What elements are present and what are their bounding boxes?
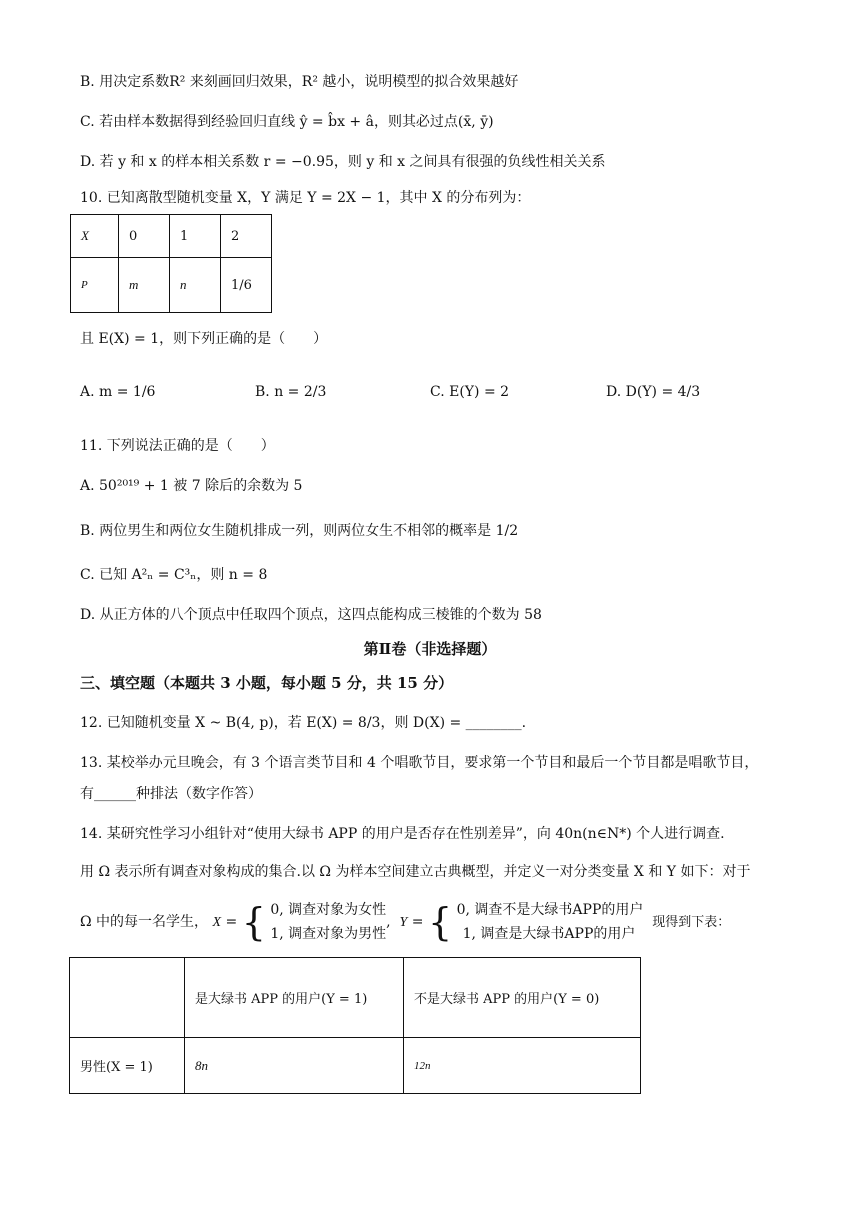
- q10-choice-d: D. D(Y) = 4/3: [606, 384, 701, 400]
- section3-title: 三、填空题（本题共 3 小题，每小题 5 分，共 15 分）: [80, 674, 454, 692]
- q11-option-b: B. 两位男生和两位女生随机排成一列，则两位女生不相邻的概率是 1/2: [80, 523, 519, 539]
- q13-line1: 13. 某校举办元旦晚会，有 3 个语言类节目和 4 个唱歌节目，要求第一个节目和最后一个节目都是唱歌节目，: [80, 755, 759, 771]
- q14-contingency-table: [69, 957, 641, 1094]
- q11-option-a: A. 50²⁰¹⁹ + 1 被 7 除后的余数为 5: [80, 478, 303, 494]
- table-row: [70, 1038, 641, 1094]
- q10-stem: 10. 已知离散型随机变量 X，Y 满足 Y = 2X − 1，其中 X 的分布列为：: [80, 190, 531, 206]
- table-cell: 0: [119, 215, 170, 258]
- x-case-1: 1, 调查对象为男性: [270, 926, 387, 942]
- q14-line3-prefix: Ω 中的每一名学生，: [80, 914, 209, 930]
- q11-option-d: D. 从正方体的八个顶点中任取四个顶点，这四点能构成三棱锥的个数为 58: [80, 607, 542, 623]
- table-cell: 是大绿书 APP 的用户(Y = 1): [185, 958, 404, 1038]
- q9-option-d-text: D. 若 y 和 x 的样本相关系数 r = −0.95，则 y 和 x 之间具有很强的负线性相关关系: [80, 154, 606, 170]
- q9-option-b: [80, 72, 518, 92]
- table-cell: n: [170, 258, 221, 313]
- q12-text: 12. 已知随机变量 X ~ B(4, p)，若 E(X) = 8/3，则 D(X) = ________.: [80, 715, 527, 731]
- brace-symbol: {: [427, 900, 453, 944]
- table-cell: 1: [170, 215, 221, 258]
- q9-option-d: [80, 152, 606, 172]
- q14-line3-suffix: 现得到下表：: [652, 915, 731, 930]
- q11-stem: 11. 下列说法正确的是（ ）: [80, 438, 275, 454]
- q10-choice-b: B. n = 2/3: [255, 384, 327, 400]
- q9-option-b-text: B. 用决定系数R² 来刻画回归效果，R² 越小，说明模型的拟合效果越好: [80, 74, 519, 90]
- q10-distribution-table: [70, 214, 272, 313]
- q14-line1: 14. 某研究性学习小组针对“使用大绿书 APP 的用户是否存在性别差异”，向 40n(n∈N*) 个人进行调查.: [80, 826, 725, 842]
- y-case-1: 1, 调查是大绿书APP的用户: [462, 926, 636, 942]
- table-cell: 2: [221, 215, 272, 258]
- table-row: [71, 215, 272, 258]
- q13-line2: 有______种排法（数字作答）: [80, 786, 262, 802]
- x-cases: [270, 898, 386, 946]
- table-cell: X: [71, 215, 119, 258]
- q11-option-c: C. 已知 A²ₙ = C³ₙ，则 n = 8: [80, 567, 268, 583]
- table-row: [71, 258, 272, 313]
- table-cell: 不是大绿书 APP 的用户(Y = 0): [404, 958, 641, 1038]
- q10-choice-c: C. E(Y) = 2: [430, 384, 510, 400]
- table-row: [70, 958, 641, 1038]
- table-cell: [70, 958, 185, 1038]
- y-case-0: 0, 调查不是大绿书APP的用户: [456, 902, 644, 918]
- table-cell: 男性(X = 1): [70, 1038, 185, 1094]
- table-cell: 1/6: [221, 258, 272, 313]
- y-cases: [457, 898, 644, 946]
- variable-y: Y: [399, 915, 408, 930]
- q14-line2: 用 Ω 表示所有调查对象构成的集合.以 Ω 为样本空间建立古典概型，并定义一对分类变量 X 和 Y 如下：对于: [80, 864, 751, 880]
- table-cell: P: [71, 258, 119, 313]
- x-case-0: 0, 调查对象为女性: [270, 902, 387, 918]
- table-cell: 12n: [404, 1038, 641, 1094]
- variable-x: X: [212, 915, 222, 930]
- part2-title: 第Ⅱ卷（非选择题）: [363, 640, 497, 658]
- brace-symbol: {: [241, 900, 266, 944]
- q14-line3: Ω 中的每一名学生， X = { 0, 调查对象为女性 1, 调查对象为男性 , Y = { 0, 调查不是大绿书APP的用户 1, 调查是大绿书APP的用户 现得到下表：: [80, 900, 731, 944]
- q9-option-c-text: C. 若由样本数据得到经验回归直线 ŷ = b̂x + â，则其必过点(x̄, ȳ): [80, 114, 494, 130]
- q9-option-c: [80, 112, 494, 132]
- table-cell: 8n: [185, 1038, 404, 1094]
- table-cell: m: [119, 258, 170, 313]
- q10-condition: 且 E(X) = 1，则下列正确的是（ ）: [80, 331, 328, 347]
- q10-choice-a: A. m = 1/6: [80, 384, 156, 400]
